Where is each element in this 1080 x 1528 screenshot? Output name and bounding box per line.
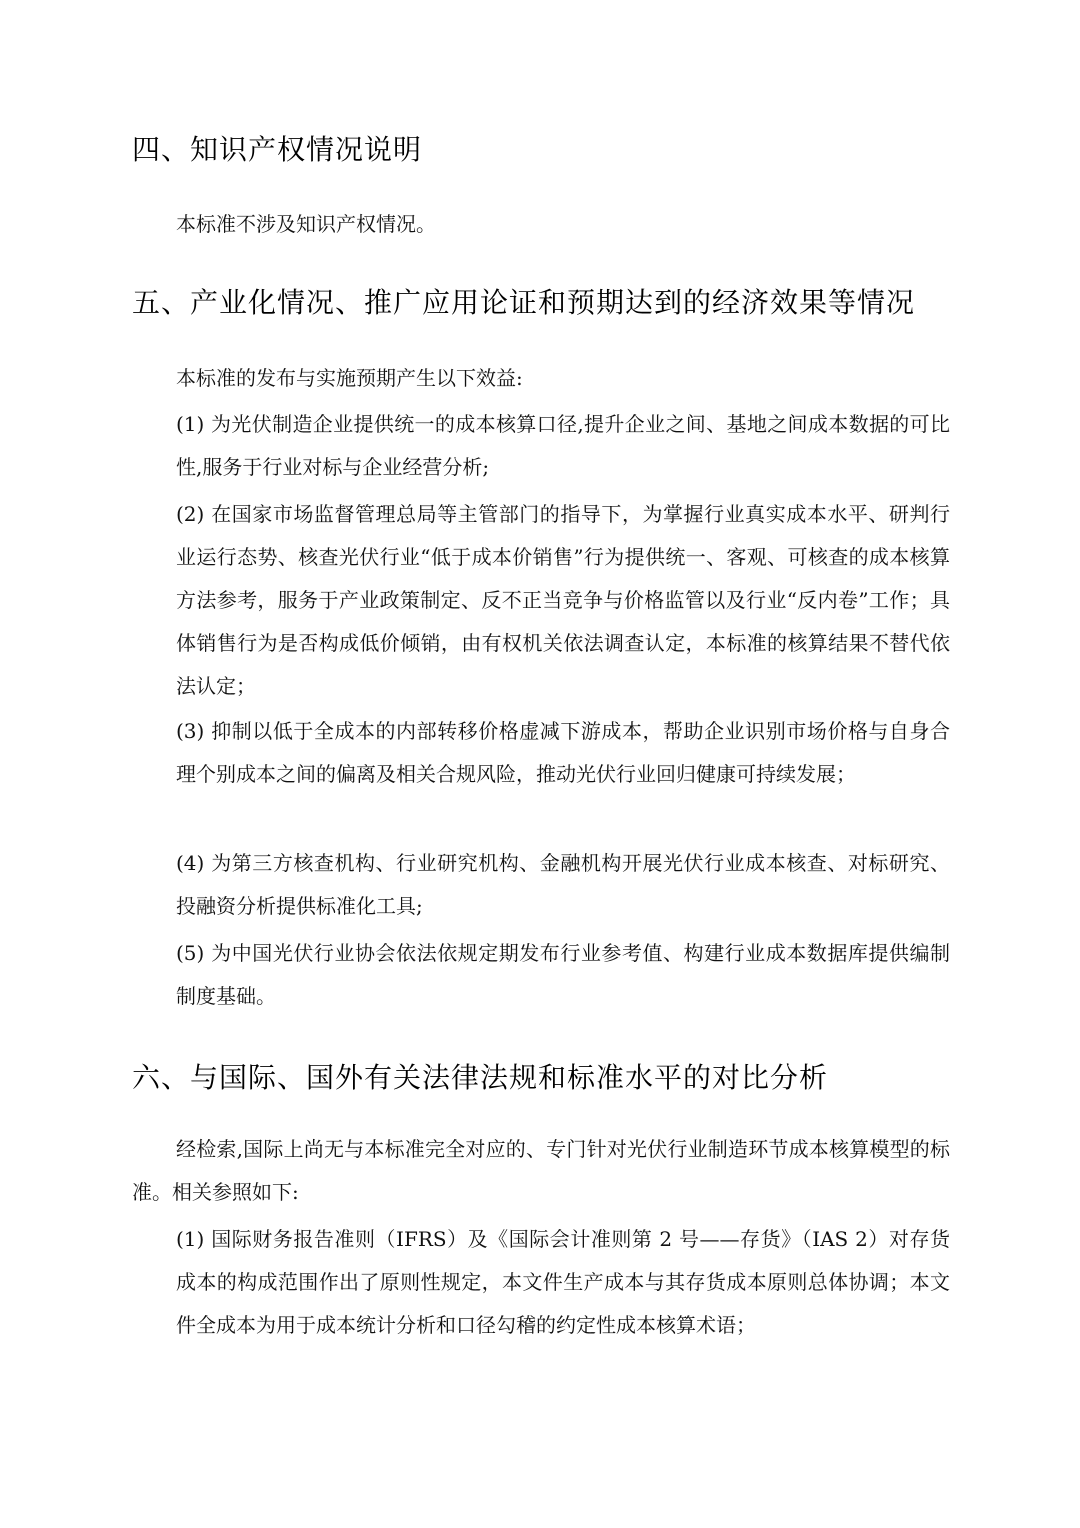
section-5-item-5: (5) 为中国光伏行业协会依法依规定期发布行业参考值、构建行业成本数据库提供编制制度基础。 (176, 941, 950, 1008)
section-5-item-1: (1) 为光伏制造企业提供统一的成本核算口径,提升企业之间、基地之间成本数据的可比性,服务于行业对标与企业经营分析; (176, 412, 950, 479)
section-5-item-2: (2) 在国家市场监督管理总局等主管部门的指导下，为掌握行业真实成本水平、研判行业运行态势、核查光伏行业“低于成本价销售”行为提供统一、客观、可核查的成本核算方法参考，服务于产业政策制定、反不正当竞争与价格监管以及行业“反内卷”工作；具体销售行为是否构成低价倾销，由有权机关依法调查认定，本标准的核算结果不替代依法认定； (176, 502, 950, 698)
section-5-item-3: (3) 抑制以低于全成本的内部转移价格虚减下游成本，帮助企业识别市场价格与自身合理个别成本之间的偏离及相关合规风险，推动光伏行业回归健康可持续发展； (176, 719, 950, 786)
section-5-heading: 五、产业化情况、推广应用论证和预期达到的经济效果等情况 (132, 286, 916, 319)
section-4-text: 本标准不涉及知识产权情况。 (176, 212, 436, 236)
section-6-intro: 经检索,国际上尚无与本标准完全对应的、专门针对光伏行业制造环节成本核算模型的标准。相关参照如下: (132, 1137, 950, 1204)
section-5-intro: 本标准的发布与实施预期产生以下效益: (176, 366, 523, 390)
section-4-heading: 四、知识产权情况说明 (132, 133, 423, 166)
section-6-item-1: (1) 国际财务报告准则（IFRS）及《国际会计准则第 2 号——存货》（IAS 2）对存货成本的构成范围作出了原则性规定，本文件生产成本与其存货成本原则总体协调；本文件全成本为用于成本统计分析和口径勾稽的约定性成本核算术语； (176, 1227, 950, 1337)
section-5-item-4: (4) 为第三方核查机构、行业研究机构、金融机构开展光伏行业成本核查、对标研究、投融资分析提供标准化工具; (176, 851, 950, 918)
section-6-heading: 六、与国际、国外有关法律法规和标准水平的对比分析 (132, 1061, 829, 1094)
